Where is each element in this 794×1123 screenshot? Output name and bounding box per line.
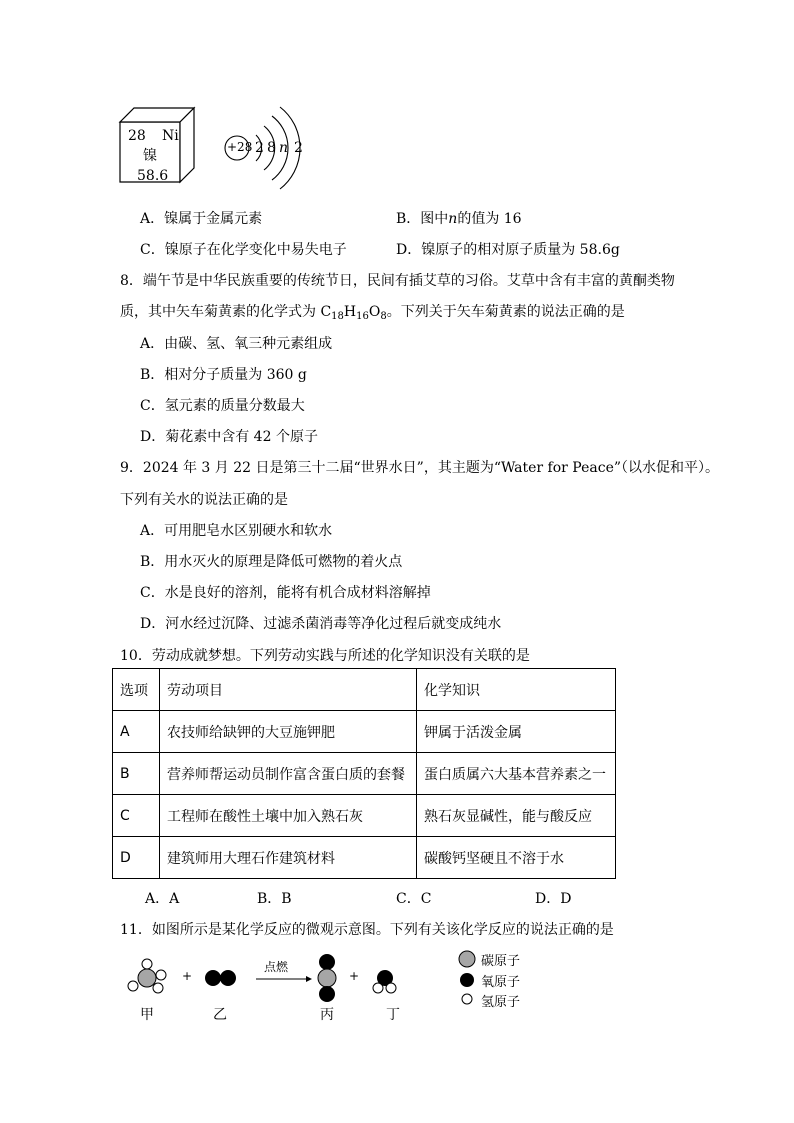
q8-stem-line2 xyxy=(120,301,625,321)
reaction-diagram xyxy=(120,948,420,1008)
molecule-yi xyxy=(205,970,236,986)
row-c-project: 工程师在酸性土壤中加入熟石灰 xyxy=(160,795,417,837)
q8-sub-o: 8 xyxy=(380,311,387,322)
legend-oxygen: 氧原子 xyxy=(481,975,521,990)
q8-option-b: B．相对分子质量为 360 g xyxy=(140,367,307,383)
q9-option-d: D．河水经过沉降、过滤杀菌消毒等净化过程后就变成纯水 xyxy=(140,616,502,632)
shell-1-electrons: 2 xyxy=(255,140,264,156)
row-b-option: B xyxy=(113,753,160,795)
q8-stem-tail: 。下列关于矢车菊黄素的说法正确的是 xyxy=(386,304,625,320)
q7-option-b-text: B．图中 xyxy=(396,211,449,227)
plus-sign-1: + xyxy=(182,969,193,983)
atomic-number: 28 xyxy=(128,128,146,144)
row-d-option: D xyxy=(113,837,160,879)
legend-icons xyxy=(456,950,478,1006)
q7-option-b xyxy=(396,208,522,228)
q7-option-d: D．镍原子的相对原子质量为 58.6g xyxy=(396,242,620,258)
q8-stem-line1: 8．端午节是中华民族重要的传统节日，民间有插艾草的习俗。艾草中含有丰富的黄酮类物 xyxy=(120,273,675,289)
legend-hydrogen: 氢原子 xyxy=(481,995,521,1010)
q10-answer-d: D．D xyxy=(535,891,572,907)
molecule-bing xyxy=(318,954,336,1002)
q7-option-b-tail: 的值为 16 xyxy=(457,211,522,227)
q11-stem: 11．如图所示是某化学反应的微观示意图。下列有关该化学反应的说法正确的是 xyxy=(120,922,614,938)
plus-sign-2: + xyxy=(349,969,360,983)
molecule-jia xyxy=(128,959,166,993)
q8-sub-h: 16 xyxy=(356,311,369,322)
q7-option-a: A．镍属于金属元素 xyxy=(140,211,263,227)
shell-4-electrons: 2 xyxy=(294,140,303,156)
row-a-option: A xyxy=(113,711,160,753)
row-b-knowledge: 蛋白质属六大基本营养素之一 xyxy=(417,753,616,795)
label-jia: 甲 xyxy=(140,1007,154,1023)
table-header-row xyxy=(113,669,616,711)
q9-option-c: C．水是良好的溶剂，能将有机合成材料溶解掉 xyxy=(140,585,431,601)
row-c-knowledge: 熟石灰显碱性，能与酸反应 xyxy=(417,795,616,837)
table-row xyxy=(113,753,616,795)
label-ding: 丁 xyxy=(386,1007,400,1023)
q8-o-letter: O xyxy=(368,304,381,320)
label-bing: 丙 xyxy=(320,1007,334,1023)
header-option: 选项 xyxy=(113,669,160,711)
header-chem-knowledge: 化学知识 xyxy=(417,669,616,711)
q9-stem-line2: 下列有关水的说法正确的是 xyxy=(120,492,288,508)
q9-stem-line1: 9．2024 年 3 月 22 日是第三十二届“世界水日”，其主题为“Water for Peace”（以水促和平）。 xyxy=(120,460,720,476)
q9-option-a: A．可用肥皂水区别硬水和软水 xyxy=(140,523,333,539)
q10-table xyxy=(112,668,616,879)
row-b-project: 营养师帮运动员制作富含蛋白质的套餐 xyxy=(160,753,417,795)
row-d-knowledge: 碳酸钙坚硬且不溶于水 xyxy=(417,837,616,879)
table-row xyxy=(113,795,616,837)
row-d-project: 建筑师用大理石作建筑材料 xyxy=(160,837,417,879)
q8-option-c: C．氢元素的质量分数最大 xyxy=(140,398,305,414)
label-yi: 乙 xyxy=(213,1007,227,1023)
legend-carbon: 碳原子 xyxy=(481,954,521,969)
header-labor-project: 劳动项目 xyxy=(160,669,417,711)
row-c-option: C xyxy=(113,795,160,837)
reaction-condition: 点燃 xyxy=(264,960,289,974)
q8-option-d: D．菊花素中含有 42 个原子 xyxy=(140,429,318,445)
shell-3-electrons: n xyxy=(279,140,289,156)
q8-option-a: A．由碳、氢、氧三种元素组成 xyxy=(140,336,333,352)
element-name: 镍 xyxy=(143,148,157,164)
q8-h-letter: H xyxy=(343,304,357,320)
molecule-ding xyxy=(373,970,396,993)
q7-option-b-var: n xyxy=(448,211,458,227)
q8-sub-c: 18 xyxy=(331,311,344,322)
q10-stem: 10．劳动成就梦想。下列劳动实践与所述的化学知识没有关联的是 xyxy=(120,648,530,664)
shell-2-electrons: 8 xyxy=(267,140,276,156)
q7-option-c: C．镍原子在化学变化中易失电子 xyxy=(140,242,347,258)
q8-formula-prefix: 质，其中矢车菊黄素的化学式为 C xyxy=(120,304,332,320)
table-row xyxy=(113,711,616,753)
element-symbol: Ni xyxy=(162,128,179,144)
q9-option-b: B．用水灭火的原理是降低可燃物的着火点 xyxy=(140,554,403,570)
q10-answer-b: B．B xyxy=(257,891,292,907)
row-a-knowledge: 钾属于活泼金属 xyxy=(417,711,616,753)
table-row xyxy=(113,837,616,879)
row-a-project: 农技师给缺钾的大豆施钾肥 xyxy=(160,711,417,753)
nucleus-charge: +28 xyxy=(227,140,253,154)
atomic-mass: 58.6 xyxy=(137,168,169,184)
q10-answer-a: A．A xyxy=(145,891,180,907)
q10-answer-c: C．C xyxy=(396,891,432,907)
